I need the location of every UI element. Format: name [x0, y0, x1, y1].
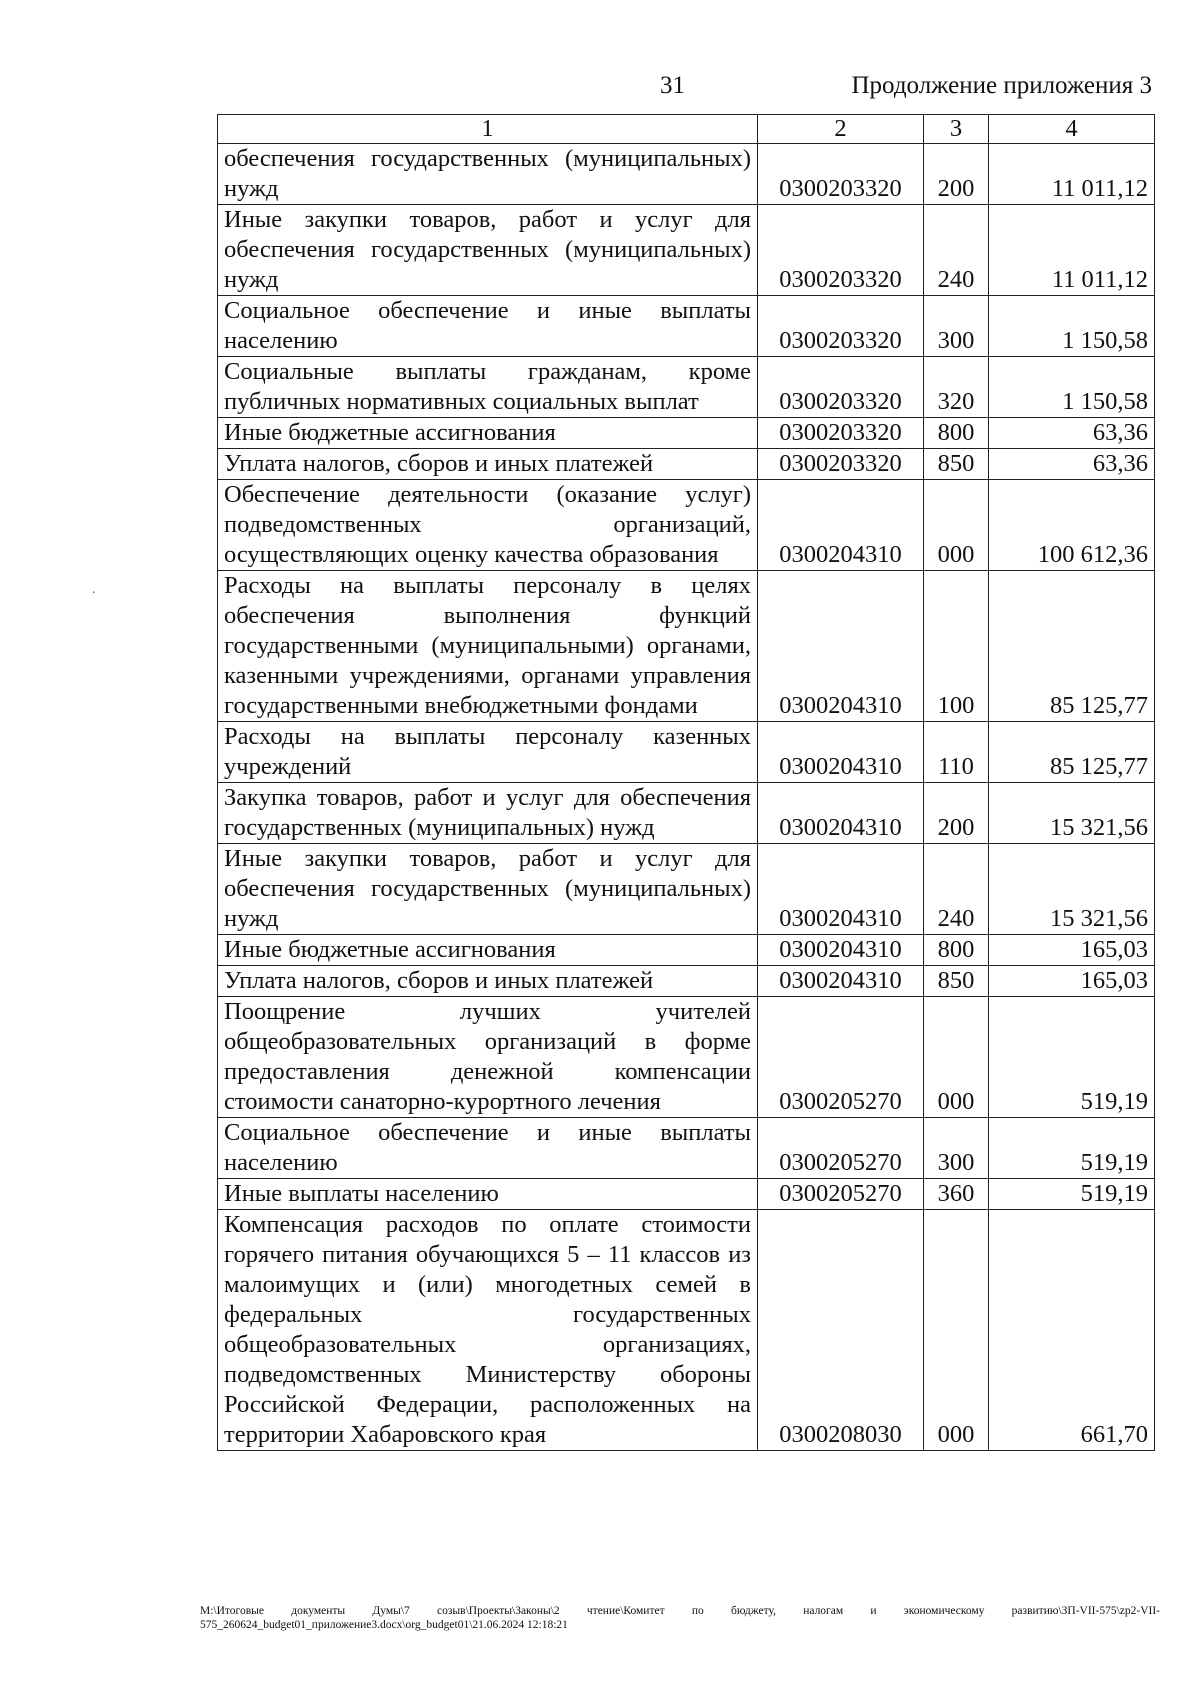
row-expense-type: 000	[924, 480, 989, 571]
column-header-3: 3	[924, 115, 989, 144]
row-amount: 519,19	[989, 1179, 1155, 1210]
table-body	[218, 144, 1155, 1451]
row-expense-type: 200	[924, 783, 989, 844]
row-target-code: 0300203320	[758, 449, 924, 480]
row-description: Поощрение лучших учителей общеобразовательных организаций в форме предоставления денежной компенсации стоимости санаторно-курортного лечения	[218, 997, 758, 1118]
document-path-footer: М:\Итоговые документы Думы\7 созыв\Проекты\Законы\2 чтение\Комитет по бюджету, налогам и экономическому развитию\ЗП-VII-575\zp2-VII-575_260624_budget01_приложение3.docx\org_budget01\21.06.2024 12:18:21	[200, 1605, 1160, 1631]
row-target-code: 0300203320	[758, 144, 924, 205]
budget-table	[217, 114, 1155, 1451]
row-expense-type: 240	[924, 205, 989, 296]
row-target-code: 0300205270	[758, 1179, 924, 1210]
row-expense-type: 360	[924, 1179, 989, 1210]
page-number: 31	[660, 72, 685, 99]
row-expense-type: 110	[924, 722, 989, 783]
row-description: Компенсация расходов по оплате стоимости горячего питания обучающихся 5 – 11 классов из малоимущих и (или) многодетных семей в федеральных государственных общеобразовательных организациях, подведомственных Министерству обороны Российской Федерации, расположенных на территории Хабаровского края	[218, 1210, 758, 1451]
row-target-code: 0300204310	[758, 783, 924, 844]
row-amount: 100 612,36	[989, 480, 1155, 571]
table-row	[218, 722, 1155, 783]
row-expense-type: 300	[924, 296, 989, 357]
table-row	[218, 997, 1155, 1118]
row-description: Социальное обеспечение и иные выплаты населению	[218, 296, 758, 357]
row-target-code: 0300204310	[758, 571, 924, 722]
row-amount: 63,36	[989, 449, 1155, 480]
row-description: Иные бюджетные ассигнования	[218, 418, 758, 449]
table-row	[218, 571, 1155, 722]
row-target-code: 0300203320	[758, 357, 924, 418]
row-description: Иные закупки товаров, работ и услуг для обеспечения государственных (муниципальных) нужд	[218, 205, 758, 296]
row-amount: 165,03	[989, 935, 1155, 966]
row-expense-type: 800	[924, 418, 989, 449]
row-expense-type: 240	[924, 844, 989, 935]
row-expense-type: 000	[924, 997, 989, 1118]
table-row	[218, 418, 1155, 449]
row-target-code: 0300208030	[758, 1210, 924, 1451]
row-expense-type: 300	[924, 1118, 989, 1179]
table-row	[218, 844, 1155, 935]
row-amount: 15 321,56	[989, 844, 1155, 935]
row-description: Обеспечение деятельности (оказание услуг) подведомственных организаций, осуществляющих оценку качества образования	[218, 480, 758, 571]
row-description: Уплата налогов, сборов и иных платежей	[218, 966, 758, 997]
table-row	[218, 357, 1155, 418]
scan-dot-mark: .	[92, 582, 96, 597]
row-expense-type: 200	[924, 144, 989, 205]
row-target-code: 0300204310	[758, 844, 924, 935]
table-row	[218, 296, 1155, 357]
table-row	[218, 1118, 1155, 1179]
row-description: Социальные выплаты гражданам, кроме публичных нормативных социальных выплат	[218, 357, 758, 418]
row-target-code: 0300204310	[758, 480, 924, 571]
row-amount: 1 150,58	[989, 357, 1155, 418]
row-expense-type: 850	[924, 966, 989, 997]
column-header-4: 4	[989, 115, 1155, 144]
row-amount: 519,19	[989, 997, 1155, 1118]
table-row	[218, 449, 1155, 480]
column-header-2: 2	[758, 115, 924, 144]
row-description: обеспечения государственных (муниципальных) нужд	[218, 144, 758, 205]
row-target-code: 0300203320	[758, 296, 924, 357]
row-target-code: 0300203320	[758, 418, 924, 449]
table-row	[218, 1179, 1155, 1210]
table-row	[218, 966, 1155, 997]
row-description: Иные бюджетные ассигнования	[218, 935, 758, 966]
row-expense-type: 000	[924, 1210, 989, 1451]
row-target-code: 0300204310	[758, 722, 924, 783]
table-row	[218, 1210, 1155, 1451]
column-header-1: 1	[218, 115, 758, 144]
row-amount: 1 150,58	[989, 296, 1155, 357]
table-row	[218, 205, 1155, 296]
row-description: Расходы на выплаты персоналу в целях обеспечения выполнения функций государственными (муниципальными) органами, казенными учреждениями, органами управления государственными внебюджетными фондами	[218, 571, 758, 722]
row-amount: 165,03	[989, 966, 1155, 997]
row-target-code: 0300204310	[758, 966, 924, 997]
row-expense-type: 320	[924, 357, 989, 418]
row-description: Уплата налогов, сборов и иных платежей	[218, 449, 758, 480]
row-amount: 85 125,77	[989, 571, 1155, 722]
row-description: Иные закупки товаров, работ и услуг для обеспечения государственных (муниципальных) нужд	[218, 844, 758, 935]
row-target-code: 0300204310	[758, 935, 924, 966]
row-target-code: 0300205270	[758, 1118, 924, 1179]
row-expense-type: 800	[924, 935, 989, 966]
row-target-code: 0300203320	[758, 205, 924, 296]
row-amount: 15 321,56	[989, 783, 1155, 844]
table-row	[218, 480, 1155, 571]
table-header-row	[218, 115, 1155, 144]
row-amount: 85 125,77	[989, 722, 1155, 783]
row-amount: 11 011,12	[989, 205, 1155, 296]
row-description: Закупка товаров, работ и услуг для обеспечения государственных (муниципальных) нужд	[218, 783, 758, 844]
page-caption: Продолжение приложения 3	[851, 72, 1152, 99]
row-amount: 63,36	[989, 418, 1155, 449]
row-description: Социальное обеспечение и иные выплаты населению	[218, 1118, 758, 1179]
row-description: Расходы на выплаты персоналу казенных учреждений	[218, 722, 758, 783]
row-amount: 661,70	[989, 1210, 1155, 1451]
table-row	[218, 935, 1155, 966]
table-row	[218, 783, 1155, 844]
row-description: Иные выплаты населению	[218, 1179, 758, 1210]
row-expense-type: 100	[924, 571, 989, 722]
row-amount: 519,19	[989, 1118, 1155, 1179]
row-amount: 11 011,12	[989, 144, 1155, 205]
table-row	[218, 144, 1155, 205]
row-target-code: 0300205270	[758, 997, 924, 1118]
row-expense-type: 850	[924, 449, 989, 480]
